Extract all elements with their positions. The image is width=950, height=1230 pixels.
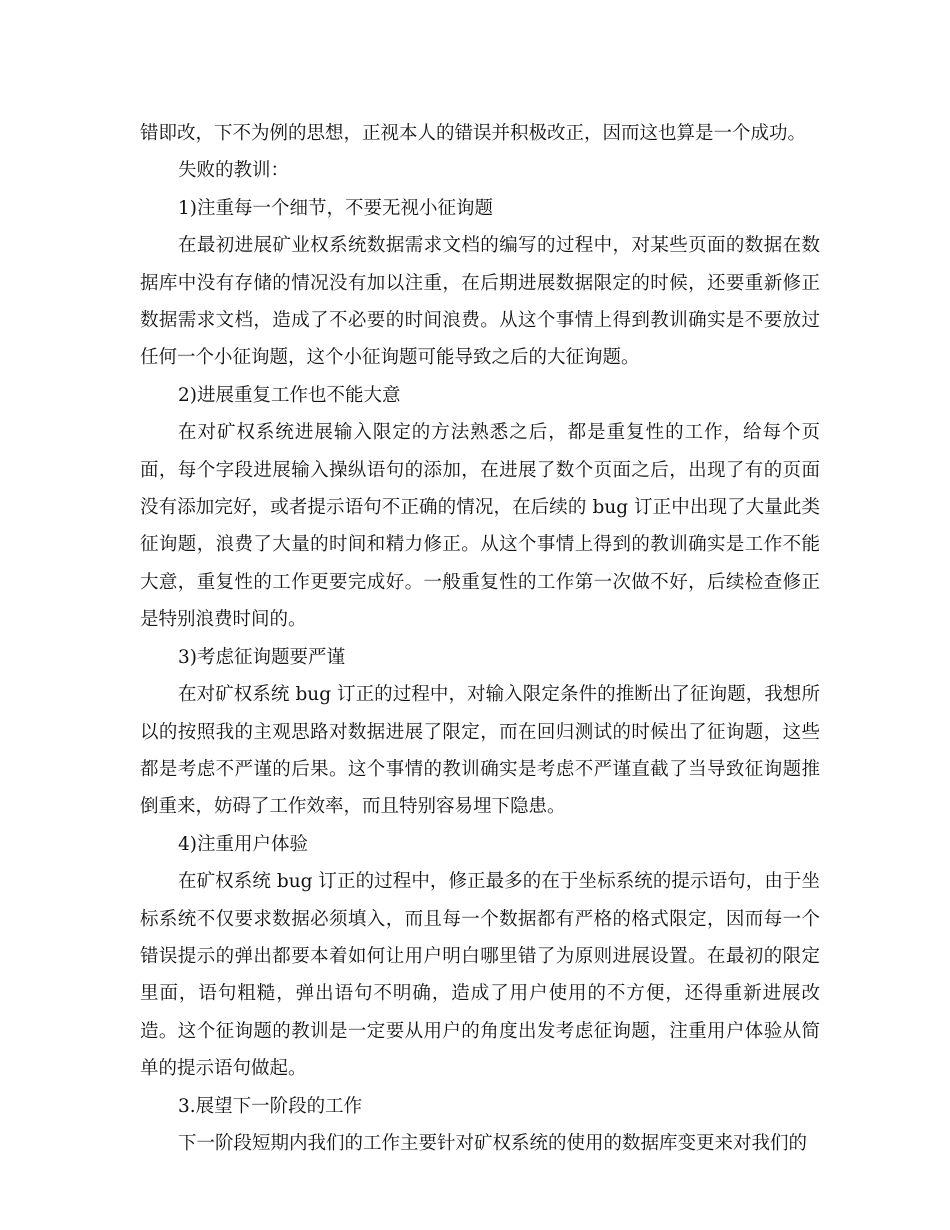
heading-lesson-1: 1)注重每一个细节，不要无视小征询题	[178, 197, 493, 219]
heading-lesson-3: 3)考虑征询题要严谨	[178, 646, 345, 668]
paragraph-intro-continuation: 错即改，下不为例的思想，正视本人的错误并积极改正，因而这也算是一个成功。	[140, 123, 807, 144]
paragraph-lesson-4: 在矿权系统 bug 订正的过程中，修正最多的在于坐标系统的提示语句，由于坐标系统不仅要求数据必须填入，而且每一个数据都有严格的格式限定，因而每一个错误提示的弹出都要本着如何让用户明白哪里错了为原则进展设置。在最初的限定里面，语句粗糙，弹出语句不明确，造成了用户使用的不方便，还得重新进展改造。这个征询题的教训是一定要从用户的角度出发考虑征询题，注重用户体验从简单的提示语句做起。	[140, 871, 820, 1080]
paragraph-next-stage: 下一阶段短期内我们的工作主要针对矿权系统的使用的数据库变更来对我们的	[178, 1132, 808, 1154]
paragraph-lesson-1: 在最初进展矿业权系统数据需求文档的编写的过程中，对某些页面的数据在数据库中没有存储的情况没有加以注重，在后期进展数据限定的时候，还要重新修正数据需求文档，造成了不必要的时间浪费。从这个事情上得到教训确实是不要放过任何一个小征询题，这个小征询题可能导致之后的大征询题。	[140, 235, 820, 369]
paragraph-lesson-2: 在对矿权系统进展输入限定的方法熟悉之后，都是重复性的工作，给每个页面，每个字段进展输入操纵语句的添加，在进展了数个页面之后，出现了有的页面没有添加完好，或者提示语句不正确的情况，在后续的 bug 订正中出现了大量此类征询题，浪费了大量的时间和精力修正。从这个事情上得到的教训确实是工作不能大意，重复性的工作更要完成好。一般重复性的工作第一次做不好，后续检查修正是特别浪费时间的。	[140, 422, 820, 631]
document-body	[140, 115, 820, 1162]
heading-lesson-2: 2)进展重复工作也不能大意	[178, 384, 401, 406]
heading-next-stage: 3.展望下一阶段的工作	[178, 1095, 363, 1117]
heading-lessons-of-failure: 失败的教训：	[178, 160, 290, 182]
heading-lesson-4: 4)注重用户体验	[178, 833, 308, 855]
paragraph-lesson-3: 在对矿权系统 bug 订正的过程中，对输入限定条件的推断出了征询题，我想所以的按照我的主观思路对数据进展了限定，而在回归测试的时候出了征询题，这些都是考虑不严谨的后果。这个事情的教训确实是考虑不严谨直截了当导致征询题推倒重来，妨碍了工作效率，而且特别容易埋下隐患。	[140, 684, 820, 818]
